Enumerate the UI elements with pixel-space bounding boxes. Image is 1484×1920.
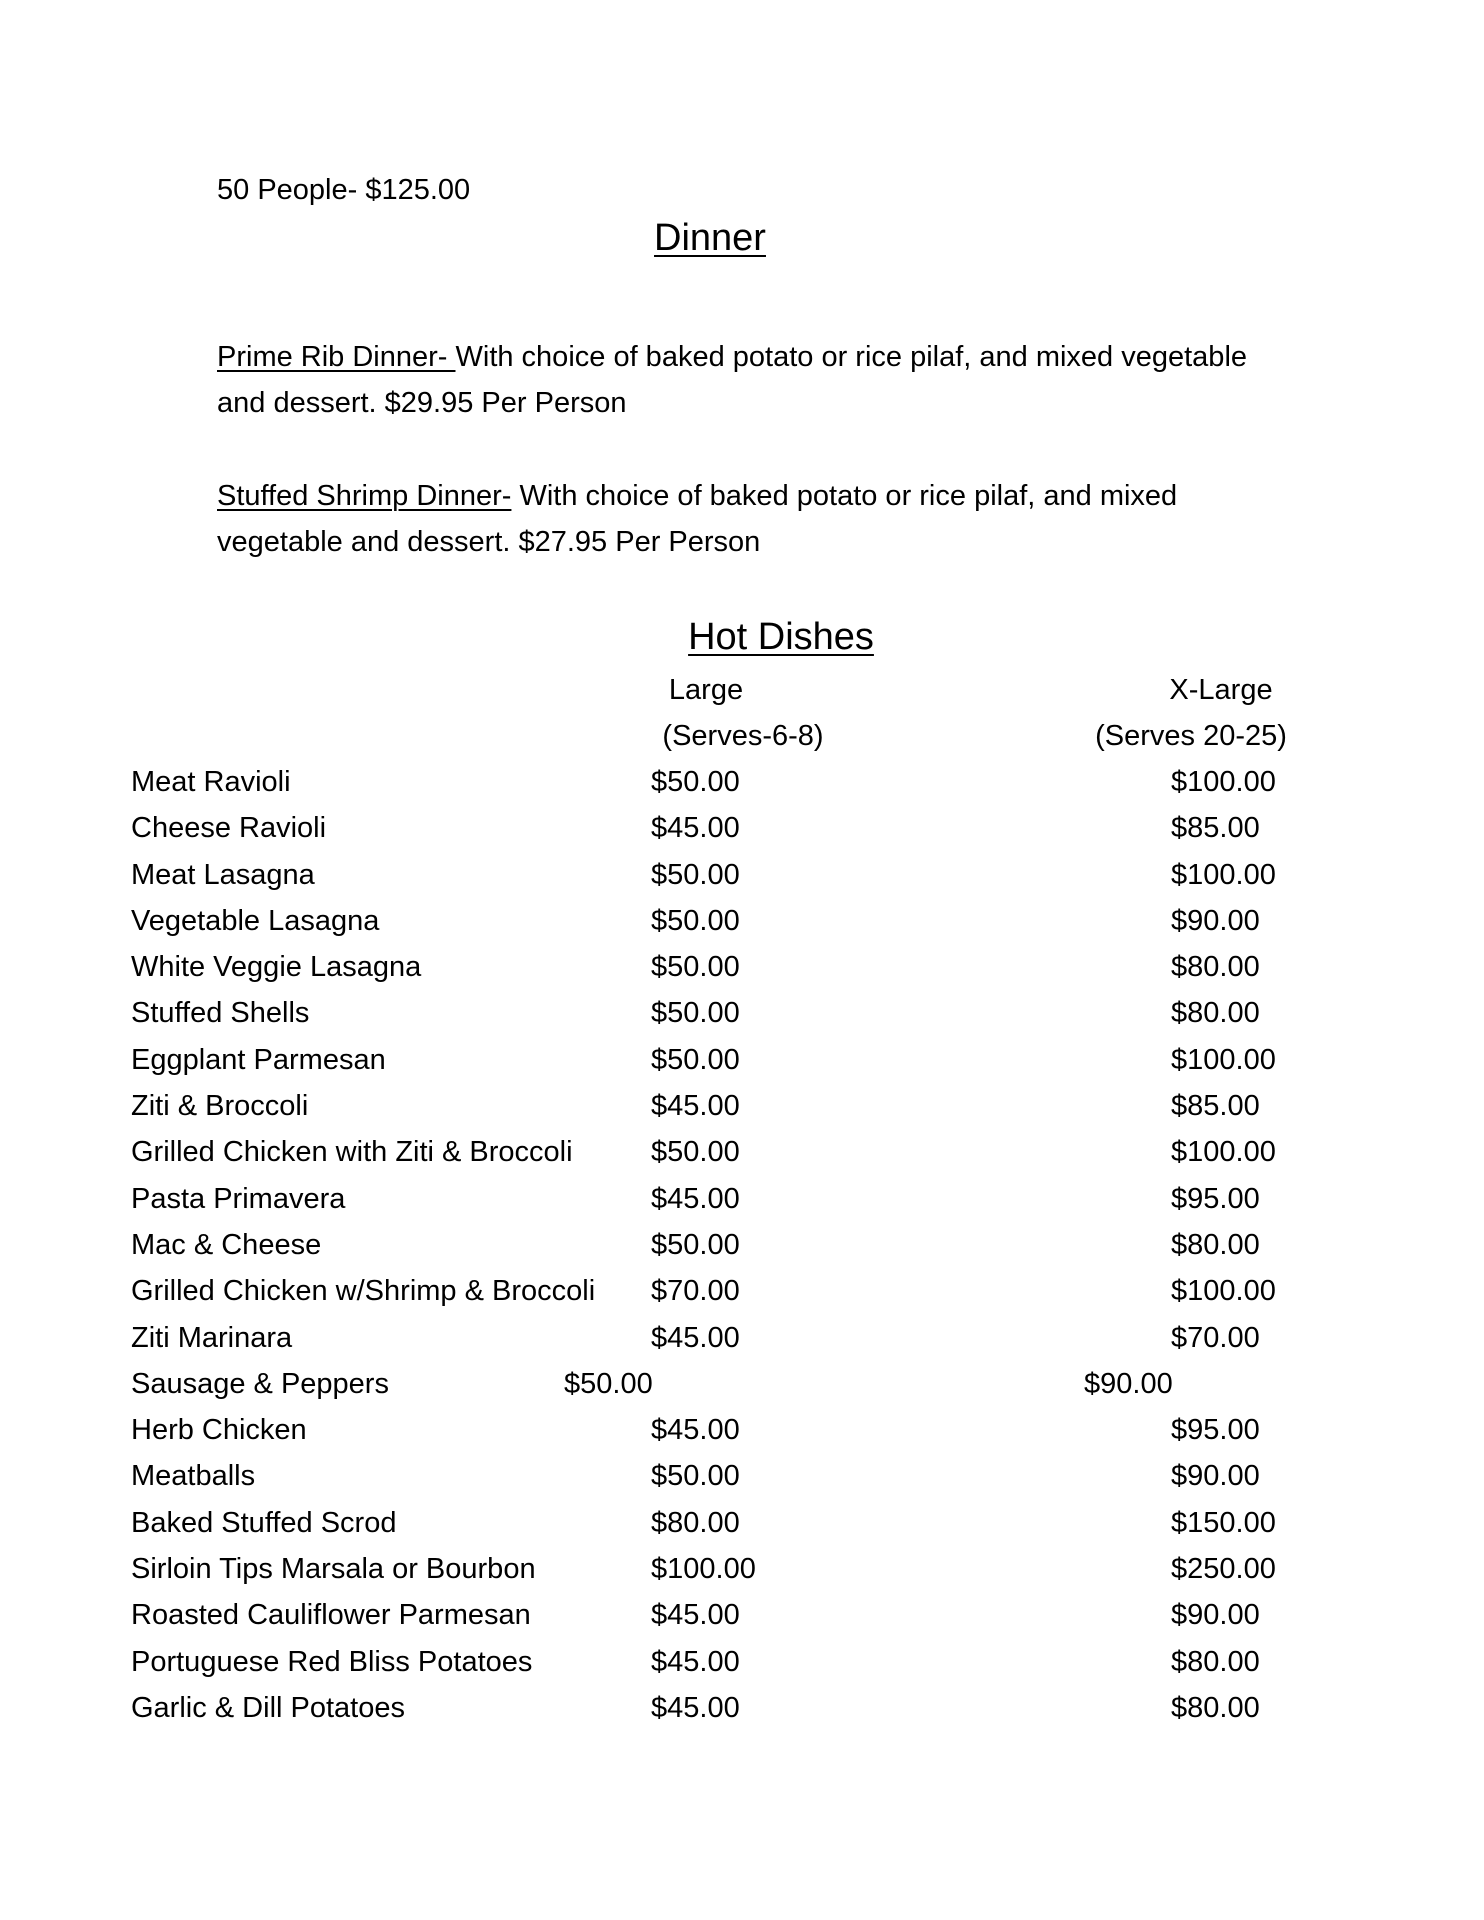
large-price: $45.00 <box>651 1182 740 1215</box>
dish-name: Eggplant Parmesan <box>131 1043 386 1076</box>
prime-rib-dinner-name: Prime Rib Dinner- <box>217 341 456 373</box>
large-price: $80.00 <box>651 1506 740 1539</box>
large-price: $50.00 <box>564 1367 653 1400</box>
xlarge-price: $80.00 <box>1171 997 1260 1030</box>
xlarge-price: $100.00 <box>1171 858 1276 891</box>
xlarge-price: $90.00 <box>1171 1599 1260 1632</box>
prime-rib-dinner-desc-line1: With choice of baked potato or rice pilaf, and mixed vegetable <box>455 341 1248 373</box>
xlarge-price: $100.00 <box>1171 1043 1276 1076</box>
xlarge-price: $70.00 <box>1171 1321 1260 1354</box>
table-row <box>0 1320 1484 1366</box>
xlarge-price: $85.00 <box>1171 1090 1260 1123</box>
table-row <box>0 949 1484 995</box>
dish-name: Garlic & Dill Potatoes <box>131 1691 405 1724</box>
dish-name: Grilled Chicken with Ziti & Broccoli <box>131 1136 573 1169</box>
table-row <box>0 1644 1484 1690</box>
large-price: $50.00 <box>651 766 740 798</box>
prime-rib-dinner-desc-line2: and dessert. $29.95 Per Person <box>217 387 627 419</box>
xlarge-price: $100.00 <box>1171 1136 1276 1169</box>
dish-name: Meat Lasagna <box>131 858 315 891</box>
prime-rib-dinner-item <box>217 334 1367 426</box>
large-price: $50.00 <box>651 858 740 891</box>
dish-name: Meatballs <box>131 1460 256 1493</box>
xlarge-price: $95.00 <box>1171 1414 1260 1447</box>
large-price: $70.00 <box>651 1275 740 1308</box>
large-column-label: Large <box>668 674 744 706</box>
large-price: $50.00 <box>651 1043 740 1076</box>
large-price: $50.00 <box>651 904 740 937</box>
stuffed-shrimp-dinner-name: Stuffed Shrimp Dinner- <box>217 480 512 512</box>
table-row <box>0 810 1484 856</box>
dish-name: Sausage & Peppers <box>131 1367 389 1400</box>
xlarge-column-serves: (Serves 20-25) <box>1095 720 1287 752</box>
dish-name: Pasta Primavera <box>131 1182 346 1215</box>
xlarge-price: $90.00 <box>1171 1460 1260 1493</box>
table-row <box>0 1690 1484 1736</box>
xlarge-price: $150.00 <box>1171 1506 1276 1539</box>
dish-name: White Veggie Lasagna <box>131 951 422 984</box>
large-price: $45.00 <box>651 1090 740 1123</box>
table-row <box>0 995 1484 1041</box>
table-row <box>0 1042 1484 1088</box>
stuffed-shrimp-dinner-desc-line2: vegetable and dessert. $27.95 Per Person <box>217 526 761 558</box>
dish-name: Ziti Marinara <box>131 1321 293 1354</box>
table-row <box>0 1412 1484 1458</box>
dish-name: Roasted Cauliflower Parmesan <box>131 1599 531 1632</box>
table-row <box>0 1181 1484 1227</box>
xlarge-price: $85.00 <box>1171 812 1260 845</box>
dish-name: Sirloin Tips Marsala or Bourbon <box>131 1553 536 1586</box>
large-price: $50.00 <box>651 1228 740 1261</box>
table-row <box>0 903 1484 949</box>
dish-name: Baked Stuffed Scrod <box>131 1506 397 1539</box>
dish-name: Herb Chicken <box>131 1414 307 1447</box>
dish-name: Ziti & Broccoli <box>131 1090 309 1123</box>
table-row <box>0 1366 1484 1412</box>
large-price: $50.00 <box>651 1136 740 1169</box>
xlarge-price: $80.00 <box>1171 1691 1260 1724</box>
large-price: $45.00 <box>651 812 740 845</box>
table-row <box>0 764 1484 810</box>
dish-name: Portuguese Red Bliss Potatoes <box>131 1645 533 1678</box>
dish-name: Mac & Cheese <box>131 1228 322 1261</box>
hot-dishes-heading: Hot Dishes <box>688 616 874 658</box>
xlarge-price: $80.00 <box>1171 951 1260 984</box>
large-price: $45.00 <box>651 1691 740 1724</box>
large-column-serves: (Serves-6-8) <box>662 720 824 752</box>
xlarge-price: $80.00 <box>1171 1645 1260 1678</box>
xlarge-price: $250.00 <box>1171 1553 1276 1586</box>
table-row <box>0 1458 1484 1504</box>
table-row <box>0 857 1484 903</box>
party-price-line: 50 People- $125.00 <box>217 174 471 206</box>
dish-name: Meat Ravioli <box>131 766 291 798</box>
dinner-heading: Dinner <box>654 217 766 259</box>
xlarge-column-label: X-Large <box>1169 674 1273 706</box>
table-row <box>0 1227 1484 1273</box>
dish-name: Vegetable Lasagna <box>131 904 380 937</box>
table-row <box>0 1088 1484 1134</box>
large-price: $50.00 <box>651 1460 740 1493</box>
stuffed-shrimp-dinner-item <box>217 473 1367 565</box>
xlarge-price: $100.00 <box>1171 1275 1276 1308</box>
table-row <box>0 1273 1484 1319</box>
xlarge-price: $90.00 <box>1171 904 1260 937</box>
xlarge-price: $90.00 <box>1084 1367 1173 1400</box>
large-price: $45.00 <box>651 1645 740 1678</box>
large-price: $100.00 <box>651 1553 756 1586</box>
table-row <box>0 1551 1484 1597</box>
hot-dishes-table <box>0 764 1484 1736</box>
xlarge-price: $80.00 <box>1171 1228 1260 1261</box>
table-row <box>0 1597 1484 1643</box>
xlarge-price: $100.00 <box>1171 766 1276 798</box>
xlarge-price: $95.00 <box>1171 1182 1260 1215</box>
stuffed-shrimp-dinner-desc-line1: With choice of baked potato or rice pilaf, and mixed <box>511 480 1178 512</box>
dish-name: Cheese Ravioli <box>131 812 327 845</box>
large-price: $45.00 <box>651 1414 740 1447</box>
large-price: $50.00 <box>651 951 740 984</box>
large-price: $45.00 <box>651 1321 740 1354</box>
large-price: $50.00 <box>651 997 740 1030</box>
dish-name: Grilled Chicken w/Shrimp & Broccoli <box>131 1275 596 1308</box>
table-row <box>0 1505 1484 1551</box>
large-price: $45.00 <box>651 1599 740 1632</box>
table-row <box>0 1134 1484 1180</box>
dish-name: Stuffed Shells <box>131 997 310 1030</box>
